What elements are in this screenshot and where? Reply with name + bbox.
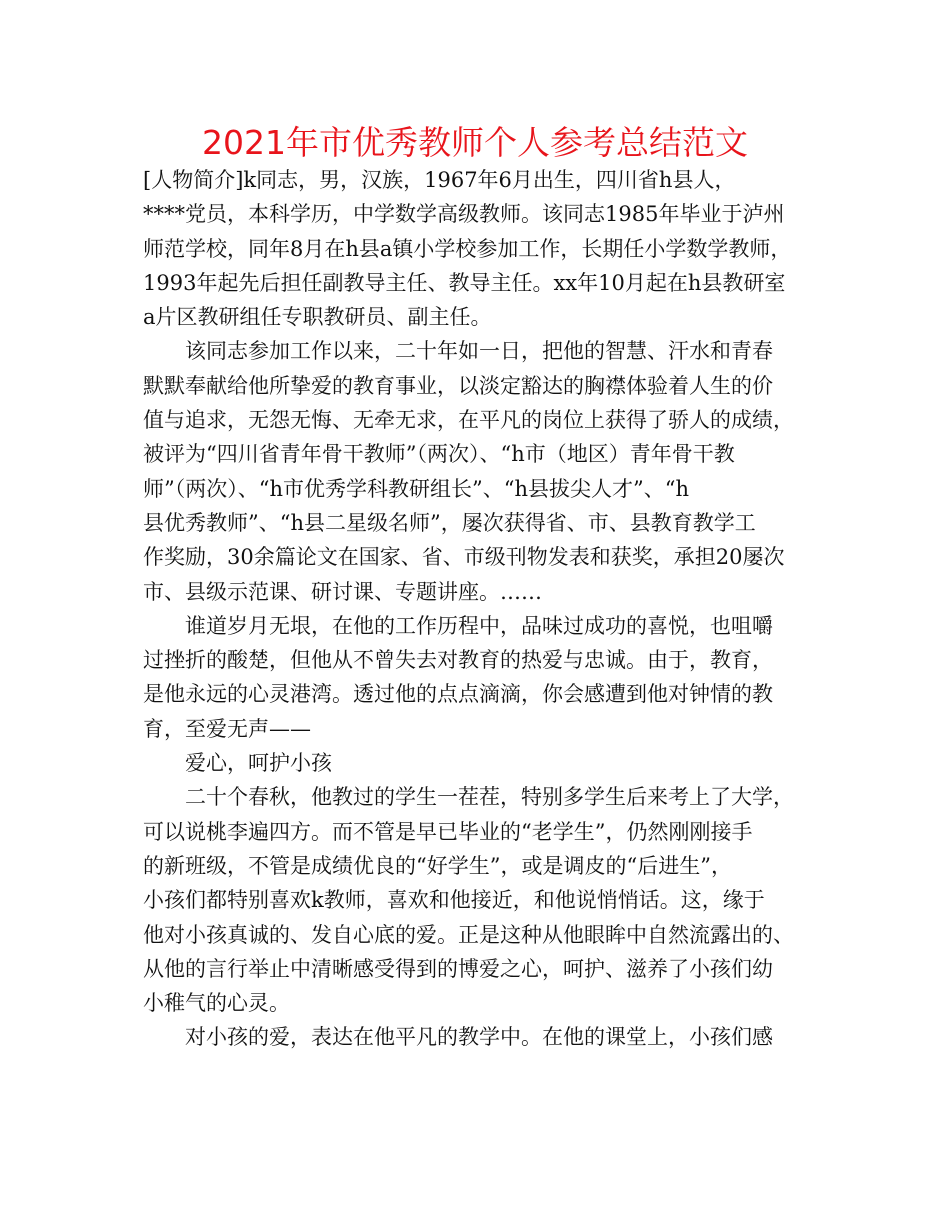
body-line-paragraph-start: 该同志参加工作以来，二十年如一日，把他的智慧、汗水和青春	[185, 339, 773, 364]
body-line: 值与追求，无怨无悔、无牵无求，在平凡的岗位上获得了骄人的成绩，	[143, 408, 794, 433]
body-line: 1993年起先后担任副教导主任、教导主任。xx年10月起在h县教研室	[143, 270, 786, 295]
body-line: 是他永远的心灵港湾。透过他的点点滴滴，你会感遭到他对钟情的教	[143, 682, 773, 707]
body-line: 的新班级，不管是成绩优良的“好学生”，或是调皮的“后进生”，	[143, 853, 732, 878]
body-line: 师范学校，同年8月在h县a镇小学校参加工作，长期任小学数学教师，	[143, 236, 792, 261]
body-line: ****党员，本科学历，中学数学高级教师。该同志1985年毕业于泸州	[143, 202, 785, 227]
body-line: 县优秀教师”、“h县二星级名师”，屡次获得省、市、县教育教学工	[143, 510, 756, 535]
body-line: [人物简介]k同志，男，汉族，1967年6月出生，四川省h县人，	[143, 168, 736, 192]
body-line: 育，至爱无声——	[143, 716, 311, 741]
body-line: 过挫折的酸楚，但他从不曾失去对教育的热爱与忠诚。由于，教育，	[143, 648, 773, 673]
document-title: 2021年市优秀教师个人参考总结范文	[202, 123, 748, 162]
document-body	[143, 163, 815, 1055]
body-line: 小稚气的心灵。	[143, 991, 290, 1016]
body-line: 可以说桃李遍四方。而不管是早已毕业的“老学生”，仍然刚刚接手	[143, 819, 753, 844]
body-line: 市、县级示范课、研讨课、专题讲座。……	[143, 579, 542, 604]
body-line-paragraph-start: 谁道岁月无垠，在他的工作历程中，品味过成功的喜悦，也咀嚼	[185, 613, 773, 638]
body-line: 从他的言行举止中清晰感受得到的博爱之心，呵护、滋养了小孩们幼	[143, 956, 773, 981]
body-line-paragraph-start: 对小孩的爱，表达在他平凡的教学中。在他的课堂上，小孩们感	[185, 1025, 773, 1050]
section-heading: 爱心，呵护小孩	[185, 751, 332, 776]
body-line: 小孩们都特别喜欢k教师，喜欢和他接近，和他说悄悄话。这，缘于	[143, 888, 765, 913]
body-line: 默默奉献给他所挚爱的教育事业，以淡定豁达的胸襟体验着人生的价	[143, 373, 773, 398]
body-line: 作奖励，30余篇论文在国家、省、市级刊物发表和获奖，承担20屡次	[143, 545, 785, 570]
body-line: 师”（两次）、“h市优秀学科教研组长”、“h县拔尖人才”、“h	[143, 476, 689, 501]
body-line: 他对小孩真诚的、发自心底的爱。正是这种从他眼眸中自然流露出的、	[143, 922, 794, 947]
body-line-paragraph-start: 二十个春秋，他教过的学生一茬茬，特别多学生后来考上了大学，	[185, 785, 794, 810]
body-line: a片区教研组任专职教研员、副主任。	[143, 305, 492, 330]
body-line: 被评为“四川省青年骨干教师”（两次）、“h市（地区）青年骨干教	[143, 442, 735, 467]
